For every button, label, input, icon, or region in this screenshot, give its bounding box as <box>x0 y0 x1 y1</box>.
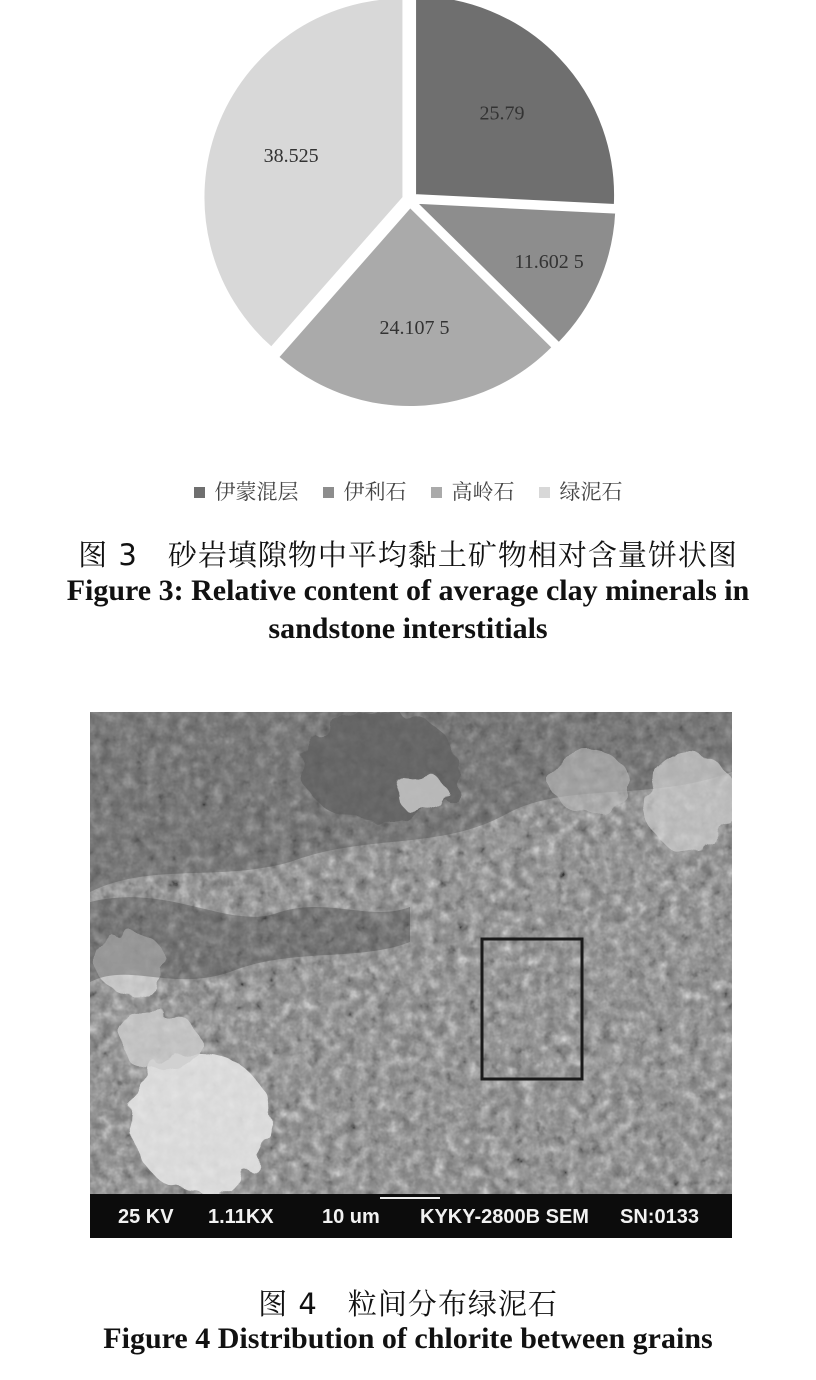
pie-value-label-2: 11.602 5 <box>514 251 584 274</box>
pie-value-label-4: 38.525 <box>263 145 319 168</box>
sem-magnification: 1.11KX <box>208 1206 274 1228</box>
legend-item <box>194 476 299 506</box>
sem-serial: SN:0133 <box>620 1206 699 1228</box>
legend-swatch <box>194 487 205 498</box>
sem-scale: 10 um <box>322 1206 380 1228</box>
legend-swatch <box>539 487 550 498</box>
sem-voltage: 25 KV <box>118 1206 174 1228</box>
legend-swatch <box>431 487 442 498</box>
pie-value-label-3: 24.107 5 <box>379 316 450 339</box>
legend-label: 绿泥石 <box>559 480 623 504</box>
legend-label: 高岭石 <box>451 480 515 504</box>
legend-item <box>323 476 407 506</box>
legend-label: 伊利石 <box>343 480 407 504</box>
figure3-caption-cn: 图 3 砂岩填隙物中平均黏土矿物相对含量饼状图 <box>78 538 738 572</box>
legend-item <box>539 476 623 506</box>
figure4-caption-cn: 图 4 粒间分布绿泥石 <box>258 1287 558 1321</box>
pie-legend <box>0 476 816 506</box>
scale-bar <box>380 1197 440 1205</box>
sem-image <box>90 712 732 1194</box>
legend-swatch <box>323 487 334 498</box>
figure4-caption-en: Figure 4 Distribution of chlorite between grains <box>103 1322 713 1355</box>
sem-instrument: KYKY-2800B SEM <box>420 1206 589 1228</box>
sem-micrograph <box>90 712 732 1238</box>
figure3-pie-chart <box>0 0 816 420</box>
legend-item <box>431 476 515 506</box>
legend-label: 伊蒙混层 <box>214 480 299 504</box>
pie-chart-svg <box>0 0 816 420</box>
sem-info-bar <box>90 1194 732 1238</box>
figure3-caption-en: Figure 3: Relative content of average clay minerals in sandstone interstitials <box>66 574 750 645</box>
pie-value-label-1: 25.79 <box>479 102 525 125</box>
